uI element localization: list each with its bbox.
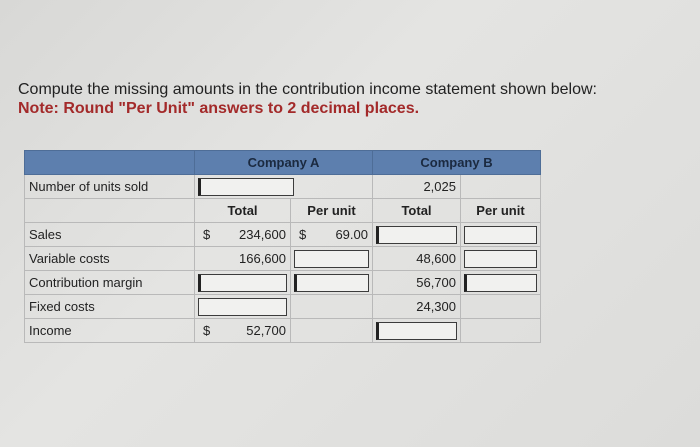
fixed-a-total-input[interactable] (198, 298, 287, 316)
company-a-header: Company A (195, 151, 373, 175)
units-label: Number of units sold (25, 175, 195, 199)
variable-b-per-unit-input[interactable] (464, 250, 537, 268)
contribution-income-statement (24, 150, 541, 343)
cm-a-total-cell (195, 271, 291, 295)
header-blank-cell (25, 151, 195, 175)
income-b-blank (461, 319, 541, 343)
question-prompt (18, 80, 688, 118)
income-a-total-value: 52,700 (246, 323, 286, 338)
income-b-total-input[interactable] (376, 322, 457, 340)
variable-b-per-unit-cell (461, 247, 541, 271)
rounding-note: Note: Round "Per Unit" answers to 2 decimal places. (18, 100, 420, 117)
b-total-header: Total (373, 199, 461, 223)
fixed-b-total: 24,300 (373, 295, 461, 319)
sales-b-total-input[interactable] (376, 226, 457, 244)
fixed-a-blank (291, 295, 373, 319)
row-label-income: Income (25, 319, 195, 343)
cm-b-per-unit-cell (461, 271, 541, 295)
units-b-value: 2,025 (373, 175, 461, 199)
variable-a-per-unit-cell (291, 247, 373, 271)
cm-a-per-unit-cell (291, 271, 373, 295)
cm-b-total: 56,700 (373, 271, 461, 295)
cm-a-per-unit-input[interactable] (294, 274, 369, 292)
dollar-sign: $ (299, 227, 307, 242)
units-row (25, 175, 541, 199)
table-row (25, 223, 541, 247)
income-b-total-cell (373, 319, 461, 343)
cm-a-total-input[interactable] (198, 274, 287, 292)
a-per-unit-header: Per unit (291, 199, 373, 223)
table-row (25, 295, 541, 319)
units-b-spacer (461, 175, 541, 199)
income-a-blank (291, 319, 373, 343)
sales-a-total-value: 234,600 (239, 227, 286, 242)
variable-b-total: 48,600 (373, 247, 461, 271)
dollar-sign: $ (203, 227, 211, 242)
row-label-variable-costs: Variable costs (25, 247, 195, 271)
variable-a-total: 166,600 (195, 247, 291, 271)
subheader-blank-cell (25, 199, 195, 223)
sales-b-per-unit-input[interactable] (464, 226, 537, 244)
company-b-header: Company B (373, 151, 541, 175)
fixed-a-total-cell (195, 295, 291, 319)
b-per-unit-header: Per unit (461, 199, 541, 223)
cm-b-per-unit-input[interactable] (464, 274, 537, 292)
row-label-sales: Sales (25, 223, 195, 247)
sales-b-per-unit-cell (461, 223, 541, 247)
header-row (25, 151, 541, 175)
dollar-sign: $ (203, 323, 211, 338)
sales-b-total-cell (373, 223, 461, 247)
variable-a-per-unit-input[interactable] (294, 250, 369, 268)
sales-a-per-unit (291, 223, 373, 247)
fixed-b-blank (461, 295, 541, 319)
income-a-total (195, 319, 291, 343)
row-label-contribution-margin: Contribution margin (25, 271, 195, 295)
table-row (25, 319, 541, 343)
instruction-text: Compute the missing amounts in the contribution income statement shown below: (18, 81, 597, 98)
table-row (25, 247, 541, 271)
sales-a-per-unit-value: 69.00 (335, 227, 368, 242)
row-label-fixed-costs: Fixed costs (25, 295, 195, 319)
subheader-row (25, 199, 541, 223)
sales-a-total (195, 223, 291, 247)
units-a-cell (195, 175, 373, 199)
a-total-header: Total (195, 199, 291, 223)
table-row (25, 271, 541, 295)
units-a-input[interactable] (198, 178, 294, 196)
